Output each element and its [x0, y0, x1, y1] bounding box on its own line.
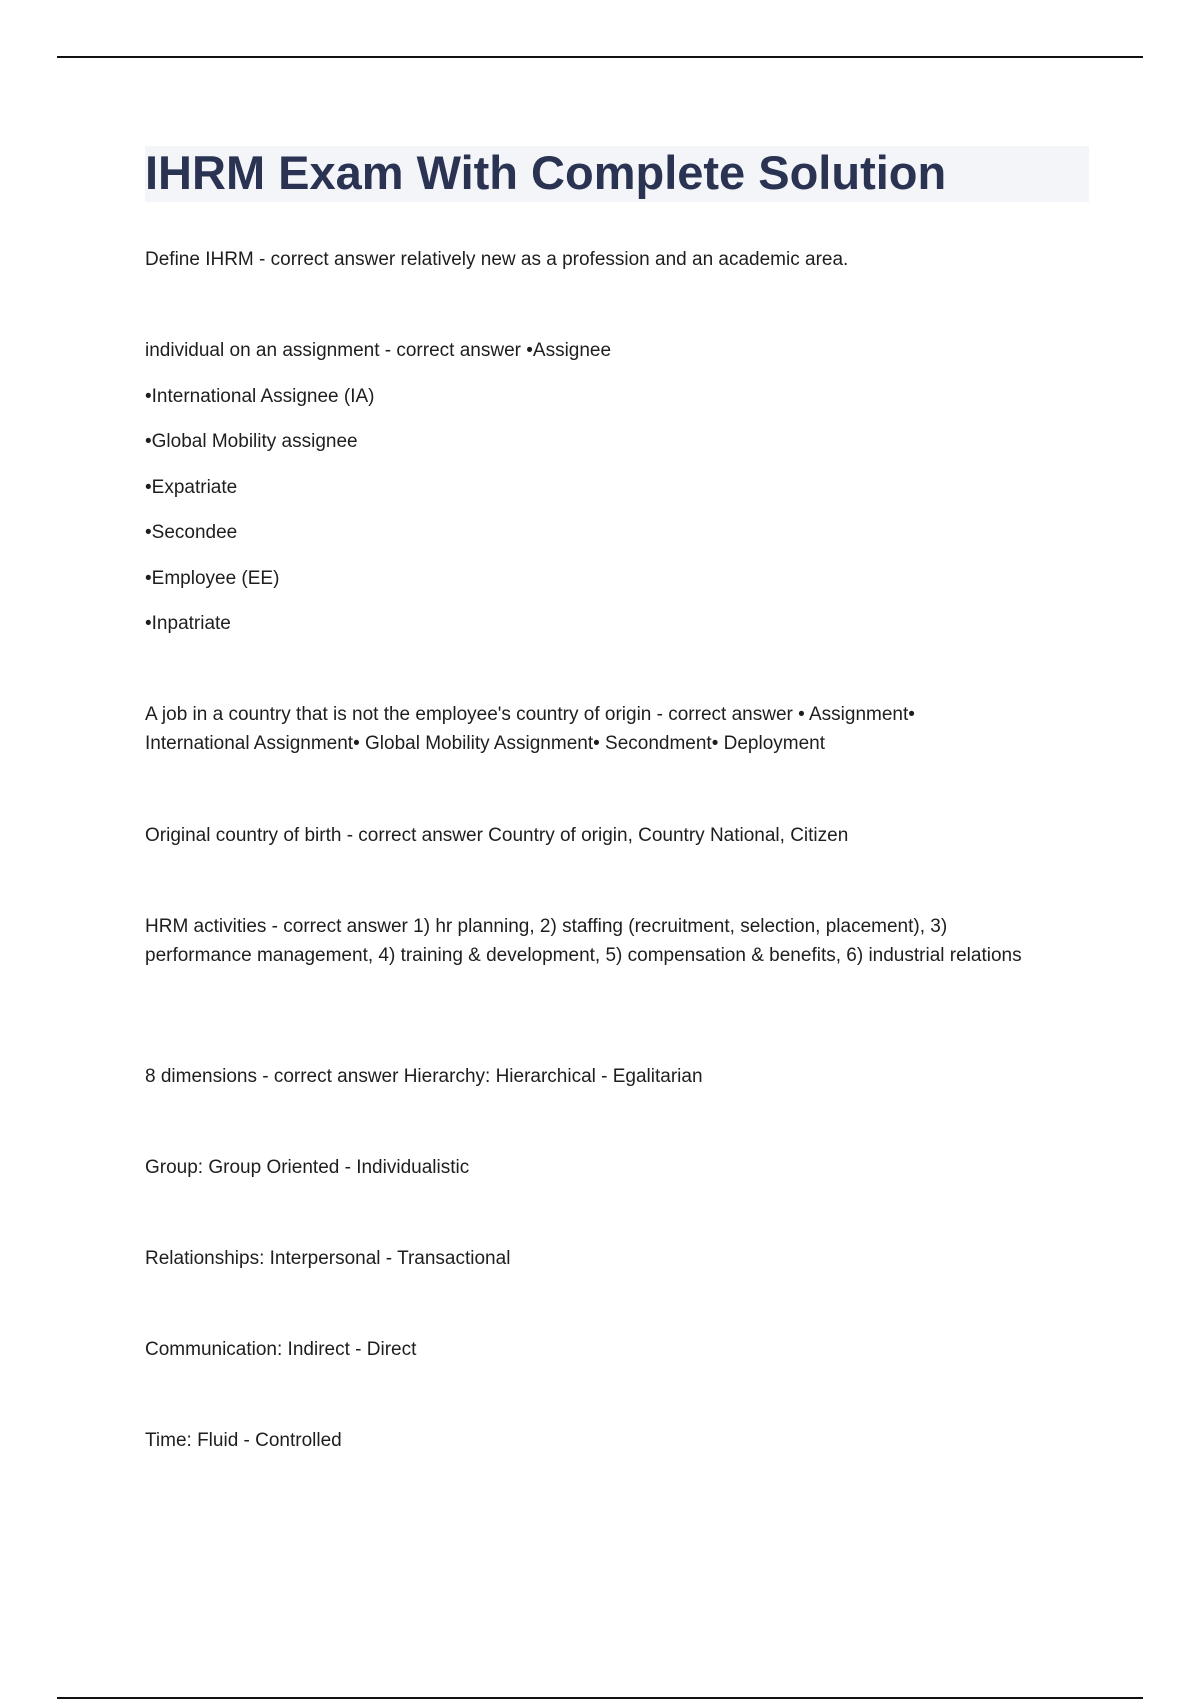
entry-communication: Communication: Indirect - Direct	[145, 1339, 417, 1360]
list-item: •Expatriate	[145, 477, 238, 498]
entry-relationships: Relationships: Interpersonal - Transactional	[145, 1248, 511, 1269]
list-item: •International Assignee (IA)	[145, 386, 375, 407]
entry-original-country: Original country of birth - correct answer Country of origin, Country National, Citizen	[145, 825, 849, 846]
entry-8-dimensions: 8 dimensions - correct answer Hierarchy: Hierarchical - Egalitarian	[145, 1066, 703, 1087]
list-item: •Global Mobility assignee	[145, 431, 358, 452]
entry-job-in-another-country: A job in a country that is not the employee's country of origin - correct answer • Assignment• International Assignment• Global Mobility Assignment• Secondment• Deployment	[145, 704, 915, 754]
bottom-rule	[57, 1697, 1143, 1699]
list-item: •Employee (EE)	[145, 568, 280, 589]
entry-group: Group: Group Oriented - Individualistic	[145, 1157, 470, 1178]
list-item: •Inpatriate	[145, 613, 231, 634]
document-title: IHRM Exam With Complete Solution	[145, 146, 947, 199]
list-item: •Secondee	[145, 522, 238, 543]
entry-time: Time: Fluid - Controlled	[145, 1430, 342, 1451]
entry-define-ihrm: Define IHRM - correct answer relatively new as a profession and an academic area.	[145, 249, 849, 270]
entry-individual-on-assignment: individual on an assignment - correct answer •Assignee	[145, 340, 612, 361]
entry-hrm-activities: HRM activities - correct answer 1) hr planning, 2) staffing (recruitment, selection, placement), 3) performance management, 4) training & development, 5) compensation & benefits, 6) industrial relations	[145, 916, 1022, 966]
top-rule	[57, 56, 1143, 58]
